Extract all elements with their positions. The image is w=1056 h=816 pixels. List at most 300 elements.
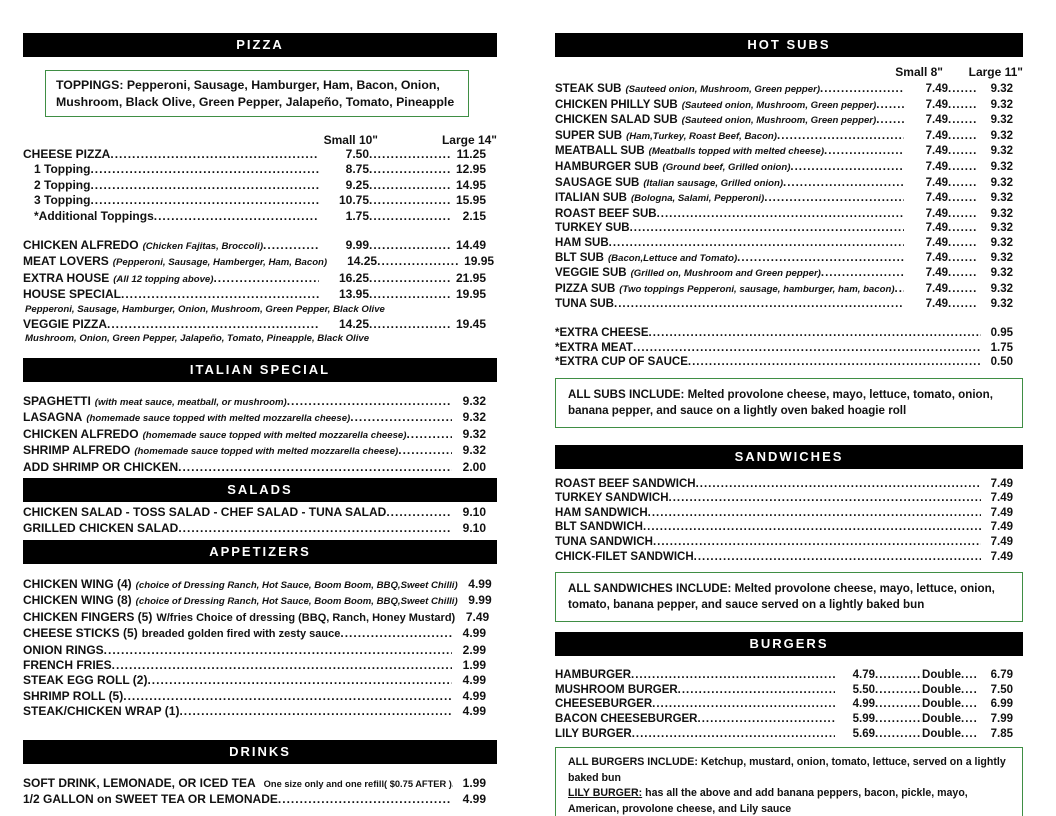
dotted-leader [948, 160, 978, 175]
item-name: BLT SANDWICH [555, 521, 643, 534]
dotted-leader [694, 550, 981, 565]
dotted-leader [948, 191, 978, 206]
item-name: VEGGIE PIZZA [23, 316, 108, 331]
italian-item-list [23, 394, 497, 475]
dotted-leader [948, 266, 978, 281]
dotted-leader [875, 697, 922, 712]
item-price-large: 9.32 [990, 282, 1013, 295]
item-price-small: 7.49 [925, 176, 948, 189]
item-name: ROAST BEEF SANDWICH [555, 477, 696, 490]
double-label: Double [922, 683, 961, 696]
item-price-small: 7.49 [925, 207, 948, 220]
item-price: 9.99 [468, 593, 492, 608]
menu-item-row [23, 673, 497, 688]
item-price-single: 4.79 [852, 669, 876, 682]
item-price-large: 9.32 [990, 145, 1013, 158]
menu-item [23, 271, 497, 287]
item-price: 1.99 [462, 775, 486, 790]
dotted-leader [876, 113, 904, 128]
menu-item [23, 238, 497, 254]
item-name: 3 Topping [34, 193, 91, 208]
menu-column-left [23, 0, 497, 807]
dotted-leader [948, 144, 978, 159]
item-price-small: 7.49 [925, 83, 948, 95]
item-name: MEATBALL SUB [555, 145, 645, 158]
item-price-large: 19.95 [464, 254, 495, 269]
menu-item-row [555, 191, 1023, 207]
section-header-drinks: DRINKS [23, 740, 497, 764]
menu-item-row [555, 221, 1023, 236]
item-name: SPAGHETTI [23, 394, 91, 409]
dotted-leader [948, 282, 978, 297]
dotted-leader [386, 505, 452, 520]
burgers-include-note [555, 747, 1023, 816]
item-desc: (Sauteed onion, Mushroom, Green pepper) [681, 99, 877, 111]
menu-item-row [23, 521, 497, 536]
dotted-leader [948, 236, 978, 251]
item-price-large: 21.95 [455, 270, 486, 285]
lily-burger-label: LILY BURGER: [568, 787, 643, 800]
item-name: MUSHROOM BURGER [555, 683, 678, 696]
item-desc: (choice of Dressing Ranch, Hot Sauce, Boom Boom, BBQ,Sweet Chilli) [135, 579, 458, 591]
item-price: 0.50 [990, 356, 1013, 369]
menu-item-row [23, 776, 497, 792]
dotted-leader [179, 704, 452, 719]
dotted-leader [121, 287, 319, 302]
dotted-leader [948, 113, 978, 128]
item-desc: (Meatballs topped with melted cheese) [648, 146, 825, 158]
item-price-small: 10.75 [338, 193, 369, 208]
item-price: 9.32 [462, 394, 486, 409]
dotted-leader [657, 207, 904, 222]
item-price-single: 4.99 [852, 698, 876, 711]
menu-item-row [555, 697, 1023, 712]
menu-item-row [555, 207, 1023, 222]
dotted-leader [213, 271, 319, 286]
menu-item-row [555, 326, 1023, 341]
dotted-leader [875, 668, 922, 683]
item-price-single: 5.69 [852, 727, 876, 740]
dotted-leader [875, 727, 922, 742]
dotted-leader [948, 297, 978, 312]
item-price-small: 7.49 [925, 192, 948, 205]
item-desc: (with meat sauce, meatball, or mushroom) [94, 397, 287, 409]
dotted-leader [961, 712, 977, 727]
item-price-single: 5.99 [852, 713, 876, 726]
item-price-large: 9.32 [990, 83, 1013, 95]
menu-item-row [23, 577, 497, 593]
item-name: CHICK-FILET SANDWICH [555, 550, 694, 563]
dotted-leader [696, 477, 981, 492]
item-name: TUNA SUB [555, 298, 614, 311]
dotted-leader [123, 689, 452, 704]
item-price: 1.99 [462, 657, 486, 672]
dotted-leader [406, 427, 452, 442]
menu-item-row [23, 287, 497, 302]
menu-item-row [23, 394, 497, 410]
menu-item-row [23, 254, 497, 270]
menu-item-row [23, 460, 497, 475]
dotted-leader [369, 317, 452, 332]
item-price-small: 1.75 [345, 208, 369, 223]
item-price: 4.99 [462, 704, 486, 719]
item-price: 4.99 [462, 673, 486, 688]
dotted-leader [633, 341, 981, 356]
menu-item-row [23, 792, 497, 807]
double-label: Double [922, 713, 961, 726]
item-price-small: 13.95 [338, 287, 369, 302]
item-price-large: 9.32 [990, 160, 1013, 173]
menu-item-row [555, 727, 1023, 742]
menu-item-row [555, 144, 1023, 160]
item-price-small: 8.75 [345, 162, 369, 177]
dotted-leader [961, 668, 977, 683]
menu-item-row [23, 505, 497, 520]
menu-item-row [23, 610, 497, 626]
dotted-leader [398, 443, 452, 458]
item-name: SHRIMP ALFREDO [23, 443, 131, 458]
item-price: 2.99 [462, 642, 486, 657]
lily-burger-text: has all the above and add banana peppers, bacon, pickle, mayo, American, provolone cheese, and Lily sauce [568, 787, 968, 815]
item-name: ROAST BEEF SUB [555, 207, 657, 220]
item-price: 7.49 [990, 521, 1013, 534]
item-price-small: 7.49 [925, 282, 948, 295]
menu-item-row [555, 506, 1023, 521]
item-desc: (All 12 topping above) [113, 273, 214, 285]
item-name: STEAK SUB [555, 83, 622, 95]
item-price-large: 15.95 [455, 193, 486, 208]
dotted-leader [631, 668, 835, 683]
menu-item [23, 193, 497, 208]
menu-item-row [555, 341, 1023, 356]
item-name: CHICKEN ALFREDO [23, 426, 139, 441]
dotted-leader [377, 254, 460, 269]
item-desc: (Ground beef, Grilled onion) [662, 161, 791, 173]
burgers-note-line1: ALL BURGERS INCLUDE: Ketchup, mustard, onion, tomato, lettuce, served on a lightly baked bun [568, 756, 1006, 784]
dotted-leader [669, 491, 981, 506]
item-price-small: 7.49 [925, 251, 948, 264]
item-price-single: 5.50 [852, 683, 876, 696]
menu-item-row [23, 238, 497, 254]
item-name: LILY BURGER [555, 727, 632, 740]
dotted-leader [948, 129, 978, 144]
dotted-leader [369, 193, 452, 208]
item-name: TURKEY SUB [555, 222, 630, 235]
item-price-large: 9.32 [990, 267, 1013, 280]
item-price: 4.99 [462, 626, 486, 641]
item-desc: (Two toppings Pepperoni, sausage, hamburger, ham, bacon) [619, 283, 895, 295]
section-header-italian-special: ITALIAN SPECIAL [23, 358, 497, 382]
item-desc: (Italian sausage, Grilled onion) [643, 177, 784, 189]
menu-item [23, 209, 497, 224]
item-desc: (Pepperoni, Sausage, Hamberger, Ham, Bacon) [112, 257, 328, 269]
item-name: CHICKEN SALAD SUB [555, 114, 678, 127]
item-price-large: 9.32 [990, 251, 1013, 264]
item-price-double: 6.99 [990, 698, 1013, 711]
item-price-large: 9.32 [990, 98, 1013, 111]
menu-item-row [555, 683, 1023, 698]
dotted-leader [961, 683, 977, 698]
dotted-leader [961, 727, 977, 742]
dotted-leader [178, 521, 452, 536]
dotted-leader [649, 326, 981, 341]
menu-item-row [555, 251, 1023, 267]
item-name: 1/2 GALLON on SWEET TEA OR LEMONADE [23, 791, 278, 806]
item-name: TUNA SANDWICH [555, 536, 653, 549]
menu-column-right [555, 0, 1023, 816]
item-desc: (Bacon,Lettuce and Tomato) [607, 252, 738, 264]
dotted-leader [653, 535, 981, 550]
item-desc: (homemade sauce topped with melted mozzarella cheese) [86, 413, 351, 425]
dotted-leader [609, 236, 904, 251]
dotted-leader [90, 178, 319, 193]
item-price-small: 7.49 [925, 145, 948, 158]
item-name: CHEESEBURGER [555, 698, 653, 711]
item-name: PIZZA SUB [555, 282, 616, 295]
dotted-leader [369, 147, 452, 162]
dotted-leader [948, 251, 978, 266]
menu-item-row [23, 658, 497, 673]
double-label: Double [922, 698, 961, 711]
item-price: 7.49 [990, 550, 1013, 563]
menu-item-row [23, 209, 497, 224]
dotted-leader [698, 712, 836, 727]
menu-item [23, 162, 497, 177]
dotted-leader [350, 410, 452, 425]
dotted-leader [90, 193, 319, 208]
dotted-leader [783, 176, 904, 191]
menu-item-row [555, 160, 1023, 176]
item-price-small: 16.25 [338, 270, 369, 285]
item-name: TURKEY SANDWICH [555, 492, 669, 505]
item-price-large: 9.32 [990, 114, 1013, 127]
dotted-leader [112, 658, 452, 673]
item-price: 7.49 [990, 492, 1013, 505]
item-price: 7.49 [990, 536, 1013, 549]
item-desc: (Sauteed onion, Mushroom, Green pepper) [625, 84, 821, 95]
menu-item [23, 317, 497, 345]
dotted-leader [820, 82, 904, 97]
item-price-small: 7.49 [925, 267, 948, 280]
sandwich-item-list [555, 477, 1023, 565]
item-name: BACON CHEESEBURGER [555, 713, 698, 726]
menu-item-row [23, 704, 497, 719]
dotted-leader [790, 160, 904, 175]
item-name: HAM SUB [555, 236, 609, 249]
item-price-small: 7.49 [925, 160, 948, 173]
item-price: 7.49 [465, 609, 490, 624]
item-name: 1 Topping [34, 162, 91, 177]
menu-item-row [23, 271, 497, 287]
burgers-note-line2 [568, 786, 1010, 816]
dotted-leader [154, 209, 319, 224]
section-header-salads: SALADS [23, 478, 497, 502]
menu-item-row [555, 520, 1023, 535]
item-price: 9.32 [462, 410, 486, 425]
menu-item-row [555, 491, 1023, 506]
item-name: HOUSE SPECIAL [23, 287, 122, 302]
item-price: 4.99 [462, 791, 486, 806]
dotted-leader [369, 178, 452, 193]
dotted-leader [369, 287, 452, 302]
sub-extras-list [555, 326, 1023, 370]
pizza-size-header [23, 133, 497, 147]
item-price-large: 9.32 [990, 176, 1013, 189]
item-name: HAMBURGER [555, 669, 632, 682]
menu-item-row [555, 98, 1023, 114]
menu-item-row [23, 427, 497, 443]
menu-item-row [23, 410, 497, 426]
menu-item-row [555, 282, 1023, 298]
item-desc: breaded golden fired with zesty sauce [141, 628, 341, 641]
item-note: Mushroom, Onion, Green Pepper, Jalapeño, Tomato, Pineapple, Black Olive [25, 333, 370, 345]
item-price-large: 12.95 [455, 162, 486, 177]
dotted-leader [895, 282, 904, 297]
item-price-small: 9.25 [345, 177, 369, 192]
subs-include-note: ALL SUBS INCLUDE: Melted provolone cheese, mayo, lettuce, tomato, onion, banana pepper, and sauce on a lightly oven baked hoagie roll [555, 378, 1023, 428]
item-price-large: 19.95 [455, 287, 486, 302]
sub-item-list [555, 82, 1023, 312]
menu-item-row [555, 266, 1023, 282]
dotted-leader [643, 520, 981, 535]
pizza-toppings-note: TOPPINGS: Pepperoni, Sausage, Hamburger, Ham, Bacon, Onion, Mushroom, Black Olive, Green Pepper, Jalapeño, Tomato, Pineapple [45, 70, 469, 117]
menu-item [23, 147, 497, 162]
item-name: SUPER SUB [555, 129, 623, 142]
dotted-leader [90, 162, 319, 177]
item-price: 4.99 [468, 576, 492, 591]
item-price-large: 2.15 [462, 208, 486, 223]
dotted-leader [147, 673, 452, 688]
dotted-leader [104, 643, 452, 658]
item-price-large: 19.45 [455, 316, 486, 331]
dotted-leader [630, 221, 904, 236]
item-price-large: 11.25 [456, 147, 486, 161]
menu-item-row [555, 668, 1023, 683]
item-name: GRILLED CHICKEN SALAD [23, 520, 179, 535]
subs-size-header [555, 65, 1023, 79]
pizza-size-small-label: Small 10" [323, 133, 378, 147]
item-name: *EXTRA CUP OF SAUCE [555, 356, 688, 369]
dotted-leader [369, 238, 452, 253]
menu-item-row [555, 176, 1023, 192]
menu-item-row [555, 297, 1023, 312]
item-price-double: 6.79 [990, 669, 1013, 682]
dotted-leader [278, 792, 452, 807]
item-price-small: 7.49 [925, 236, 948, 249]
menu-item-row [23, 178, 497, 193]
appetizer-item-list [23, 577, 497, 720]
menu-item-row [23, 317, 497, 332]
dotted-leader [824, 144, 904, 159]
menu-item-row [23, 193, 497, 208]
item-desc: (homemade sauce topped with melted mozzarella cheese) [142, 429, 407, 441]
item-name: VEGGIE SUB [555, 267, 627, 280]
item-name: BLT SUB [555, 251, 604, 264]
item-desc: One size only and one refill( $0.75 AFTER ) [263, 778, 452, 789]
item-price: 4.99 [462, 688, 486, 703]
subs-size-large-label: Large 11" [968, 65, 1023, 79]
dotted-leader [369, 162, 452, 177]
item-price-small: 7.49 [925, 129, 948, 142]
item-price-double: 7.50 [990, 683, 1013, 696]
item-name: ONION RINGS [23, 642, 104, 657]
dotted-leader [821, 266, 904, 281]
item-price-small: 7.49 [925, 222, 948, 235]
menu-item-row [555, 535, 1023, 550]
menu-item-row [23, 643, 497, 658]
dotted-leader [678, 683, 835, 698]
item-price-small: 7.49 [925, 114, 948, 127]
menu-item-row [23, 626, 497, 642]
dotted-leader [948, 98, 978, 113]
dotted-leader [107, 317, 319, 332]
dotted-leader [876, 98, 904, 113]
item-name: ITALIAN SUB [555, 192, 627, 205]
item-price-large: 9.32 [990, 129, 1013, 142]
item-price-large: 9.32 [990, 192, 1013, 205]
item-price-large: 9.32 [990, 207, 1013, 220]
pizza-size-large-label: Large 14" [441, 133, 497, 147]
item-price-large: 9.32 [990, 222, 1013, 235]
item-name: STEAK EGG ROLL (2) [23, 673, 148, 688]
item-price-double: 7.99 [990, 713, 1013, 726]
item-price-large: 9.32 [990, 298, 1013, 311]
dotted-leader [737, 251, 904, 266]
dotted-leader [875, 683, 922, 698]
menu-item [23, 254, 497, 270]
item-desc: (Ham,Turkey, Roast Beef, Bacon) [626, 130, 777, 142]
double-label: Double [922, 669, 961, 682]
dotted-leader [263, 238, 319, 253]
dotted-leader [777, 129, 904, 144]
item-price-large: 9.32 [990, 236, 1013, 249]
menu-item-row [23, 689, 497, 704]
menu-item-row [23, 443, 497, 459]
item-price: 1.75 [990, 341, 1013, 354]
item-name: 2 Topping [34, 177, 91, 192]
double-label: Double [922, 727, 961, 740]
item-price-small: 9.99 [345, 238, 369, 253]
item-name: SHRIMP ROLL (5) [23, 688, 124, 703]
dotted-leader [948, 82, 978, 97]
dotted-leader [948, 207, 978, 222]
item-price-large: 14.49 [455, 238, 486, 253]
dotted-leader [875, 712, 922, 727]
burger-item-list [555, 668, 1023, 741]
menu-item-row [555, 550, 1023, 565]
item-name: CHICKEN WING (4) [23, 576, 132, 591]
item-desc: (choice of Dressing Ranch, Hot Sauce, Boom Boom, BBQ,Sweet Chilli) [135, 596, 458, 608]
menu-item-row [23, 147, 497, 162]
item-note: Pepperoni, Sausage, Hamburger, Onion, Mushroom, Green Pepper, Black Olive [25, 303, 385, 315]
dotted-leader [340, 626, 452, 641]
item-desc: (homemade sauce topped with melted mozzarella cheese) [134, 446, 399, 458]
item-price-double: 7.85 [990, 727, 1013, 740]
dotted-leader [764, 191, 904, 206]
subs-size-small-label: Small 8" [895, 65, 943, 79]
item-price: 0.95 [990, 326, 1013, 339]
salad-item-list [23, 505, 497, 536]
menu-item [23, 178, 497, 193]
item-name: ADD SHRIMP OR CHICKEN [23, 459, 179, 474]
item-price: 9.10 [462, 520, 486, 535]
item-desc: (Chicken Fajitas, Broccoli) [142, 241, 264, 253]
item-name: STEAK/CHICKEN WRAP (1) [23, 704, 180, 719]
item-price-small: 7.49 [925, 298, 948, 311]
dotted-leader [369, 271, 452, 286]
item-name: FRENCH FRIES [23, 657, 112, 672]
item-desc: (Grilled on, Mushroom and Green pepper) [630, 268, 821, 280]
